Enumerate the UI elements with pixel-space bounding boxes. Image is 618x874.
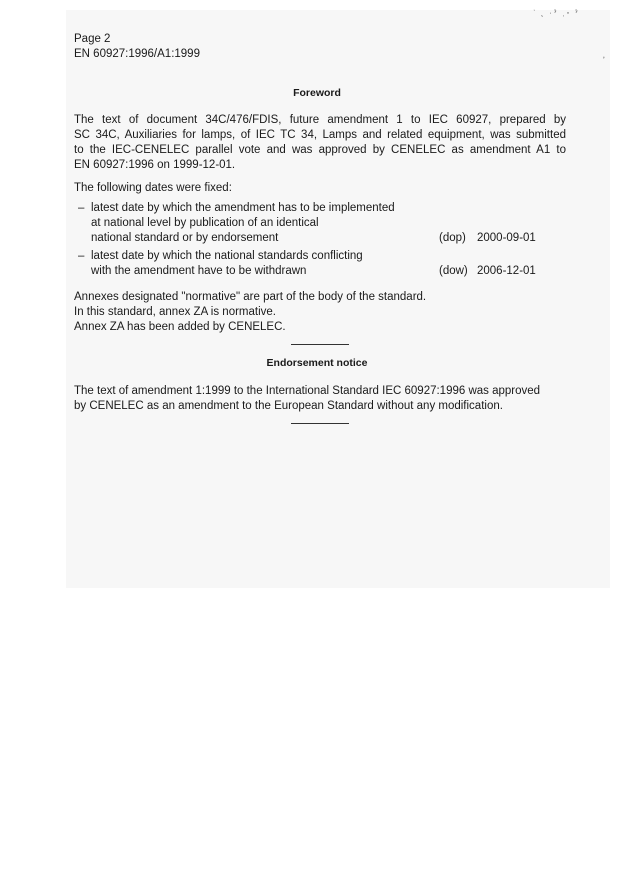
date-value: 2006-12-01	[477, 265, 536, 277]
date-code: (dop)	[439, 232, 466, 244]
list-dash: –	[78, 250, 85, 262]
section-divider	[291, 344, 349, 345]
page-header	[74, 32, 200, 62]
foreword-line: The text of document 34C/476/FDIS, future amendment 1 to IEC 60927, prepared by	[74, 114, 566, 126]
list-dash: –	[78, 202, 85, 214]
foreword-heading: Foreword	[293, 87, 341, 99]
section-divider	[291, 423, 349, 424]
item-line: at national level by publication of an identical	[91, 217, 319, 229]
date-item-dow	[74, 249, 554, 281]
date-value: 2000-09-01	[477, 232, 536, 244]
foreword-line: to the IEC-CENELEC parallel vote and was approved by CENELEC as amendment A1 to	[74, 144, 566, 156]
foreword-line: SC 34C, Auxiliaries for lamps, of IEC TC 34, Lamps and related equipment, was submitted	[74, 129, 566, 141]
item-line: latest date by which the amendment has to be implemented	[91, 202, 395, 214]
endorsement-line: The text of amendment 1:1999 to the International Standard IEC 60927:1996 was approved	[74, 385, 541, 397]
annex-line: In this standard, annex ZA is normative.	[74, 306, 276, 318]
endorsement-paragraph	[74, 384, 566, 414]
item-line: latest date by which the national standards conflicting	[91, 250, 363, 262]
scan-mark: ʼ	[603, 56, 605, 65]
document-id: EN 60927:1996/A1:1999	[74, 48, 200, 60]
date-code: (dow)	[439, 265, 468, 277]
foreword-line: EN 60927:1996 on 1999-12-01.	[74, 159, 236, 171]
scan-marks: ʾ ˛ ·ˀ ˌ◦ ˀ	[533, 10, 580, 17]
dates-intro: The following dates were fixed:	[74, 182, 232, 194]
item-line: national standard or by endorsement	[91, 232, 279, 244]
annex-line: Annex ZA has been added by CENELEC.	[74, 321, 286, 333]
foreword-paragraph	[74, 113, 566, 173]
date-item-dop	[74, 201, 554, 249]
endorsement-heading: Endorsement notice	[266, 357, 368, 369]
page-number: Page 2	[74, 33, 111, 45]
annex-paragraph	[74, 290, 566, 335]
item-line: with the amendment have to be withdrawn	[91, 265, 307, 277]
endorsement-line: by CENELEC as an amendment to the European Standard without any modification.	[74, 400, 503, 412]
annex-line: Annexes designated "normative" are part of the body of the standard.	[74, 291, 427, 303]
